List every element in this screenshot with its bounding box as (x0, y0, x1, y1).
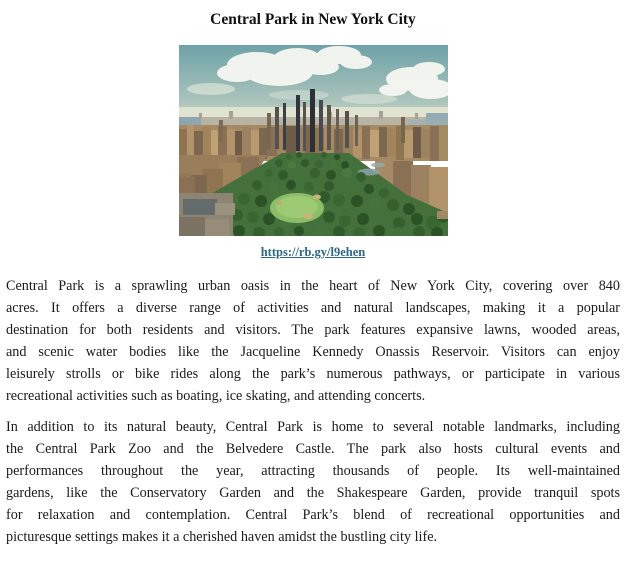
text-line: performances throughout the year, attracting thousands of people. Its well-maintained (6, 463, 620, 479)
text-line: recreational activities such as boating, ice skating, and attending concerts. (6, 388, 426, 404)
document-page (0, 11, 626, 569)
figure (0, 45, 626, 236)
page-title: Central Park in New York City (210, 11, 416, 28)
text-line: Central Park is a sprawling urban oasis in the heart of New York City, covering over 840 (6, 278, 620, 294)
text-line: acres. It offers a diverse range of activities and natural landscapes, making it a popular (6, 300, 620, 316)
text-line: the Central Park Zoo and the Belvedere Castle. The park also hosts cultural events and (6, 441, 620, 457)
paragraph (6, 275, 620, 407)
text-line: and scenic water bodies like the Jacqueline Kennedy Onassis Reservoir. Visitors can enjoy (6, 344, 620, 360)
text-line: gardens, like the Conservatory Garden and the Shakespeare Garden, provide tranquil spots (6, 485, 620, 501)
text-line: for relaxation and contemplation. Central Park’s blend of recreational opportunities and (6, 507, 620, 523)
text-line: In addition to its natural beauty, Central Park is home to several notable landmarks, including (6, 419, 620, 435)
image-caption (0, 245, 626, 259)
image-source-link[interactable]: https://rb.gy/l9ehen (260, 245, 366, 259)
text-line: destination for both residents and visitors. The park features expansive lawns, wooded areas, (6, 322, 620, 338)
text-line: picturesque settings makes it a cherished haven amidst the bustling city life. (6, 529, 438, 545)
paragraph (6, 416, 620, 548)
text-line: leisurely strolls or bike rides along the park’s numerous pathways, or participate in various (6, 366, 620, 382)
central-park-aerial-image (179, 45, 448, 236)
content (0, 275, 626, 548)
